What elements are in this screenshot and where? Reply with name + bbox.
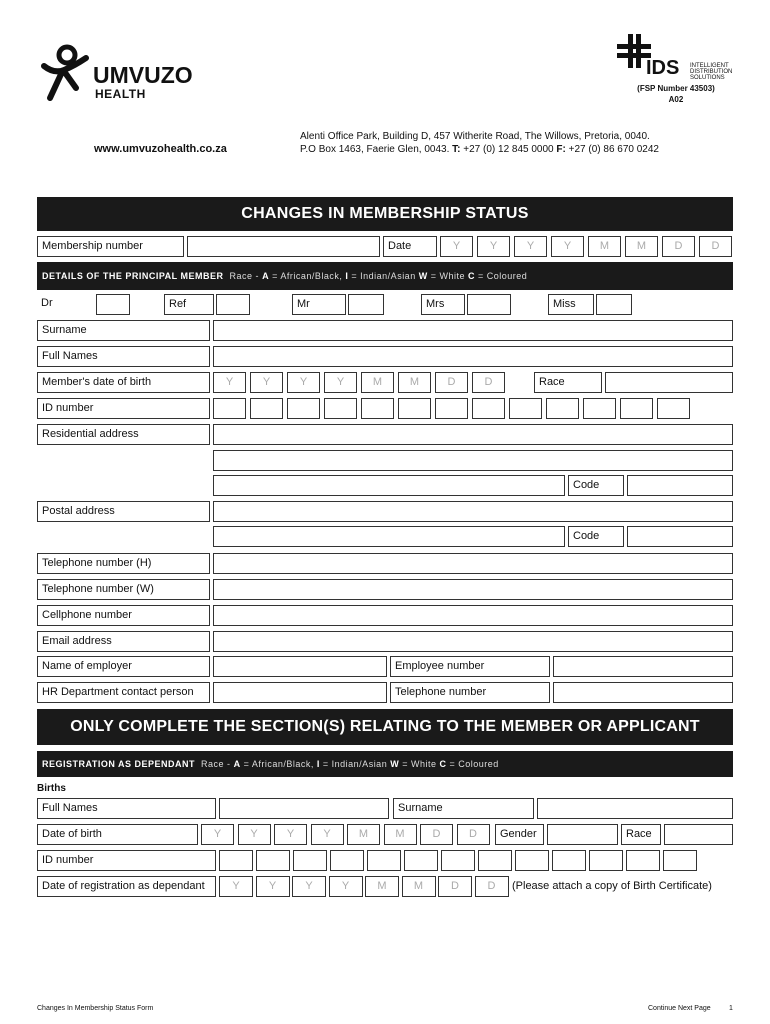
dep-race-c-text: = Coloured bbox=[449, 759, 499, 769]
full-names-field[interactable] bbox=[213, 346, 733, 367]
full-names-label: Full Names bbox=[37, 346, 210, 367]
dep-dob-box-5[interactable]: M bbox=[347, 824, 380, 845]
id-number-label: ID number bbox=[37, 398, 210, 419]
dep-id-number-digit-1[interactable] bbox=[219, 850, 253, 871]
race-w-text: = White bbox=[430, 271, 465, 281]
dep-id-number-digit-10[interactable] bbox=[552, 850, 586, 871]
form-title: CHANGES IN MEMBERSHIP STATUS bbox=[37, 197, 733, 231]
title-dr-checkbox[interactable] bbox=[96, 294, 130, 315]
births-heading: Births bbox=[37, 783, 66, 794]
residential-address-line2[interactable] bbox=[213, 450, 733, 471]
employee-number-label: Employee number bbox=[390, 656, 550, 677]
email-field[interactable] bbox=[213, 631, 733, 652]
title-mr-checkbox[interactable] bbox=[348, 294, 384, 315]
po-box: P.O Box 1463, Faerie Glen, 0043. bbox=[300, 144, 450, 155]
date-box-1[interactable]: Y bbox=[440, 236, 473, 257]
dependant-heading-text: REGISTRATION AS DEPENDANT bbox=[42, 759, 196, 769]
title-mrs-label: Mrs bbox=[421, 294, 465, 315]
id-number-digit-6[interactable] bbox=[398, 398, 431, 419]
date-box-6[interactable]: M bbox=[625, 236, 658, 257]
ids-line3: SOLUTIONS bbox=[690, 75, 725, 81]
dep-race-w-text: = White bbox=[402, 759, 437, 769]
title-miss-label: Miss bbox=[548, 294, 594, 315]
dep-dob-box-6[interactable]: M bbox=[384, 824, 417, 845]
ids-tagline bbox=[690, 63, 732, 81]
member-dob-label: Member's date of birth bbox=[37, 372, 210, 393]
race-prefix: Race - bbox=[229, 271, 260, 281]
employee-number-field[interactable] bbox=[553, 656, 733, 677]
footer-form-name: Changes In Membership Status Form bbox=[37, 1005, 154, 1012]
id-number-digit-4[interactable] bbox=[324, 398, 357, 419]
fax-label: F: bbox=[556, 144, 566, 155]
dep-surname-field[interactable] bbox=[537, 798, 733, 819]
title-ref-checkbox[interactable] bbox=[216, 294, 250, 315]
dep-race-prefix: Race - bbox=[201, 759, 231, 769]
address-line1: Alenti Office Park, Building D, 457 Witherite Road, The Willows, Pretoria, 0040. bbox=[300, 131, 650, 142]
tel-work-label: Telephone number (W) bbox=[37, 579, 210, 600]
hr-telephone-label: Telephone number bbox=[390, 682, 550, 703]
principal-heading-text: DETAILS OF THE PRINCIPAL MEMBER bbox=[42, 271, 224, 281]
dep-reg-date-box-3[interactable]: Y bbox=[292, 876, 326, 897]
dep-dob-box-7[interactable]: D bbox=[420, 824, 453, 845]
dep-race-a: A bbox=[233, 759, 241, 769]
postal-address-line2[interactable] bbox=[213, 526, 565, 547]
id-number-digit-3[interactable] bbox=[287, 398, 320, 419]
cellphone-field[interactable] bbox=[213, 605, 733, 626]
dep-full-names-label: Full Names bbox=[37, 798, 216, 819]
dep-id-number-digit-11[interactable] bbox=[589, 850, 623, 871]
postal-code-field[interactable] bbox=[627, 526, 733, 547]
dep-race-w: W bbox=[390, 759, 400, 769]
id-number-digit-7[interactable] bbox=[435, 398, 468, 419]
ids-line2: DISTRIBUTION bbox=[690, 69, 733, 75]
residential-address-line1[interactable] bbox=[213, 424, 733, 445]
date-label: Date bbox=[383, 236, 437, 257]
dep-id-number-digit-6[interactable] bbox=[404, 850, 438, 871]
email-label: Email address bbox=[37, 631, 210, 652]
postal-address-label: Postal address bbox=[37, 501, 210, 522]
race-c-text: = Coloured bbox=[478, 271, 528, 281]
dep-gender-field[interactable] bbox=[547, 824, 618, 845]
id-number-digit-11[interactable] bbox=[583, 398, 616, 419]
date-box-8[interactable]: D bbox=[699, 236, 732, 257]
surname-label: Surname bbox=[37, 320, 210, 341]
dep-id-number-digit-12[interactable] bbox=[626, 850, 660, 871]
residential-code-field[interactable] bbox=[627, 475, 733, 496]
race-i-text: = Indian/Asian bbox=[351, 271, 416, 281]
cellphone-label: Cellphone number bbox=[37, 605, 210, 626]
membership-number-label: Membership number bbox=[37, 236, 184, 257]
dep-id-number-digit-7[interactable] bbox=[441, 850, 475, 871]
dep-dob-box-3[interactable]: Y bbox=[274, 824, 307, 845]
title-mr-label: Mr bbox=[292, 294, 346, 315]
postal-address-line1[interactable] bbox=[213, 501, 733, 522]
race-c: C bbox=[468, 271, 476, 281]
member-dob-box-3[interactable]: Y bbox=[287, 372, 320, 393]
title-miss-checkbox[interactable] bbox=[596, 294, 632, 315]
dep-race-field[interactable] bbox=[664, 824, 733, 845]
id-number-digit-9[interactable] bbox=[509, 398, 542, 419]
residential-code-label: Code bbox=[568, 475, 624, 496]
dep-id-number-digit-4[interactable] bbox=[330, 850, 364, 871]
surname-field[interactable] bbox=[213, 320, 733, 341]
address-line2 bbox=[300, 144, 659, 155]
dep-reg-date-box-6[interactable]: M bbox=[402, 876, 436, 897]
race-i: I bbox=[345, 271, 349, 281]
id-number-digit-5[interactable] bbox=[361, 398, 394, 419]
brand-sub: HEALTH bbox=[95, 87, 146, 101]
dep-gender-label: Gender bbox=[495, 824, 544, 845]
hr-contact-field[interactable] bbox=[213, 682, 387, 703]
title-dr-label: Dr bbox=[41, 297, 53, 309]
dep-reg-date-box-4[interactable]: Y bbox=[329, 876, 363, 897]
date-box-3[interactable]: Y bbox=[514, 236, 547, 257]
dep-id-number-digit-3[interactable] bbox=[293, 850, 327, 871]
dep-race-label: Race bbox=[621, 824, 661, 845]
residential-address-label: Residential address bbox=[37, 424, 210, 445]
member-dob-box-8[interactable]: D bbox=[472, 372, 505, 393]
umvuzo-logo-icon bbox=[40, 44, 90, 102]
attach-note: (Please attach a copy of Birth Certificate) bbox=[512, 880, 712, 892]
id-number-digit-12[interactable] bbox=[620, 398, 653, 419]
id-number-digit-8[interactable] bbox=[472, 398, 505, 419]
dep-race-a-text: = African/Black, bbox=[243, 759, 314, 769]
ids-line1: INTELLIGENT bbox=[690, 63, 729, 69]
date-box-7[interactable]: D bbox=[662, 236, 695, 257]
dep-dob-box-4[interactable]: Y bbox=[311, 824, 344, 845]
postal-code-label: Code bbox=[568, 526, 624, 547]
residential-address-line3[interactable] bbox=[213, 475, 565, 496]
form-code: A02 bbox=[668, 95, 684, 104]
member-dob-box-6[interactable]: M bbox=[398, 372, 431, 393]
dep-dob-box-8[interactable]: D bbox=[457, 824, 490, 845]
dep-dob-box-1[interactable]: Y bbox=[201, 824, 234, 845]
tel-home-label: Telephone number (H) bbox=[37, 553, 210, 574]
dep-reg-date-label: Date of registration as dependant bbox=[37, 876, 216, 897]
dep-id-number-digit-9[interactable] bbox=[515, 850, 549, 871]
member-dob-box-5[interactable]: M bbox=[361, 372, 394, 393]
footer-continue: Continue Next Page bbox=[648, 1005, 711, 1012]
title-ref-label: Ref bbox=[164, 294, 214, 315]
id-number-digit-2[interactable] bbox=[250, 398, 283, 419]
tel-home-field[interactable] bbox=[213, 553, 733, 574]
race-a: A bbox=[262, 271, 270, 281]
tel-label: T: bbox=[452, 144, 461, 155]
dep-reg-date-box-1[interactable]: Y bbox=[219, 876, 253, 897]
dep-reg-date-box-5[interactable]: M bbox=[365, 876, 399, 897]
hr-telephone-field[interactable] bbox=[553, 682, 733, 703]
date-box-5[interactable]: M bbox=[588, 236, 621, 257]
race-w: W bbox=[418, 271, 428, 281]
dep-id-number-digit-2[interactable] bbox=[256, 850, 290, 871]
dep-dob-box-2[interactable]: Y bbox=[238, 824, 271, 845]
title-mrs-checkbox[interactable] bbox=[467, 294, 511, 315]
dep-reg-date-box-7[interactable]: D bbox=[438, 876, 472, 897]
member-dob-box-1[interactable]: Y bbox=[213, 372, 246, 393]
hr-contact-label: HR Department contact person bbox=[37, 682, 210, 703]
ids-name: IDS bbox=[646, 57, 680, 79]
section2-title: ONLY COMPLETE THE SECTION(S) RELATING TO THE MEMBER OR APPLICANT bbox=[37, 709, 733, 745]
membership-number-field[interactable] bbox=[187, 236, 380, 257]
dep-reg-date-box-2[interactable]: Y bbox=[256, 876, 290, 897]
dep-race-i-text: = Indian/Asian bbox=[322, 759, 388, 769]
dep-id-number-digit-5[interactable] bbox=[367, 850, 401, 871]
dep-race-c: C bbox=[439, 759, 447, 769]
dep-id-number-digit-13[interactable] bbox=[663, 850, 697, 871]
member-dob-box-2[interactable]: Y bbox=[250, 372, 283, 393]
race-a-text: = African/Black, bbox=[272, 271, 343, 281]
date-box-4[interactable]: Y bbox=[551, 236, 584, 257]
footer-page-number: 1 bbox=[729, 1005, 733, 1012]
dep-dob-label: Date of birth bbox=[37, 824, 198, 845]
brand-name: UMVUZO bbox=[93, 62, 193, 88]
dep-surname-label: Surname bbox=[393, 798, 534, 819]
dep-full-names-field[interactable] bbox=[219, 798, 389, 819]
id-number-digit-1[interactable] bbox=[213, 398, 246, 419]
date-box-2[interactable]: Y bbox=[477, 236, 510, 257]
member-race-field[interactable] bbox=[605, 372, 733, 393]
id-number-digit-13[interactable] bbox=[657, 398, 690, 419]
dep-race-i: I bbox=[316, 759, 320, 769]
dependant-heading bbox=[37, 751, 733, 777]
member-dob-box-4[interactable]: Y bbox=[324, 372, 357, 393]
website: www.umvuzohealth.co.za bbox=[94, 143, 227, 155]
id-number-digit-10[interactable] bbox=[546, 398, 579, 419]
employer-label: Name of employer bbox=[37, 656, 210, 677]
principal-heading bbox=[37, 262, 733, 290]
tel-work-field[interactable] bbox=[213, 579, 733, 600]
member-race-label: Race bbox=[534, 372, 602, 393]
tel-value: +27 (0) 12 845 0000 bbox=[463, 144, 554, 155]
fax-value: +27 (0) 86 670 0242 bbox=[568, 144, 659, 155]
member-dob-box-7[interactable]: D bbox=[435, 372, 468, 393]
fsp-number: (FSP Number 43503) bbox=[637, 84, 715, 93]
employer-field[interactable] bbox=[213, 656, 387, 677]
dep-id-number-digit-8[interactable] bbox=[478, 850, 512, 871]
dep-id-number-label: ID number bbox=[37, 850, 216, 871]
dep-reg-date-box-8[interactable]: D bbox=[475, 876, 509, 897]
